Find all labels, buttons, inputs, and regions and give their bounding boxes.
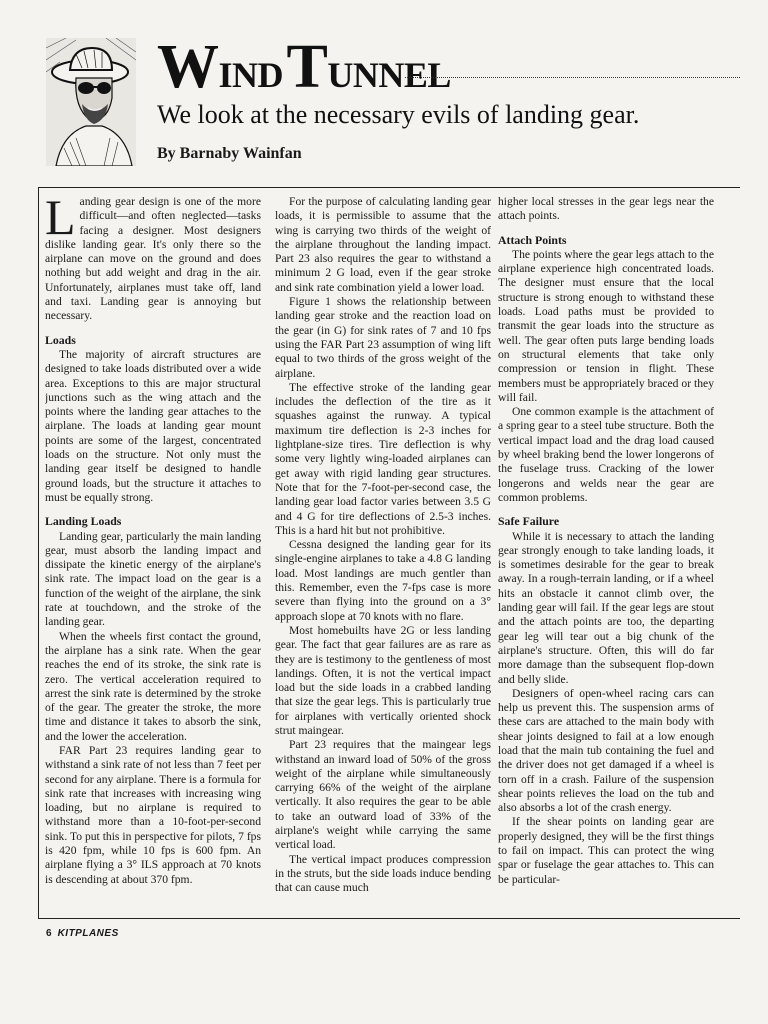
paragraph: The points where the gear legs attach to the airplane experience high concentrated loads. The designer must ensure that the local structure is strong enough to withstand these loads. Load paths must be provided to transmit the gear loads into the structure as well. The gear often puts large bending loads on structural elements that take only compression or tension in flight. These members must be appropriately braced or they will fail.: [498, 247, 714, 404]
subtitle: We look at the necessary evils of landing gear.: [157, 100, 640, 129]
page-footer: [46, 928, 119, 939]
column-1: [45, 195, 261, 913]
title-initial-t: T: [286, 33, 328, 101]
paragraph: While it is necessary to attach the landing gear strongly enough to take landing loads, it is sometimes desirable for the gear to break away. In a rough-terrain landing, or if a wheel hits an obstacle it cannot climb over, the landing gear will fail. If the gear legs are stout and the attach points are too, the departing gear leg will tear out a big chunk of the airplane's structure. Often, this will do far more damage than the subsequent flop-down and belly slide.: [498, 529, 714, 686]
intro-paragraph: [45, 195, 261, 324]
drop-cap: L: [45, 195, 76, 245]
paragraph: Landing gear, particularly the main landing gear, must absorb the landing impact and dissipate the kinetic energy of the airplane's sink rate. The impact load on the gear is a function of the weight of the airplane, the sink rate at touchdown, and the stroke of the landing gear.: [45, 529, 261, 629]
paragraph: higher local stresses in the gear legs near the attach points.: [498, 195, 714, 223]
intro-text: anding gear design is one of the more difficult—and often neglected—tasks facing a designer. Most designers dislike landing gear. It's only there so the airplane can move on the ground and does nothing but add weight and drag in the air. Unfortunately, airplanes must take off, land and taxi. Landing gear is annoying but necessary.: [45, 195, 261, 323]
column-3: [498, 195, 714, 913]
paragraph: One common example is the attachment of a spring gear to a steel tube structure. Both the vertical impact load and the drag load caused by wheel braking bend the lower longerons of the fuselage truss. Cracking of the lower longerons and welds near the gear are common problems.: [498, 405, 714, 504]
page-title: [157, 33, 451, 101]
paragraph: Cessna designed the landing gear for its single-engine airplanes to take a 4.8 G landing load. Most landings are much gentler than this. Remember, even the 7-fps case is more severe than flying into the ground on a 3° approach slope at 70 knots with no flare.: [275, 538, 491, 623]
paragraph: When the wheels first contact the ground, the airplane has a sink rate. When the gear reaches the end of its stroke, the sink rate is zero. The vertical acceleration required to arrest the sink rate is determined by the stroke of the gear. The greater the stroke, the more time and distance it takes to absorb the sink, and the lower the acceleration.: [45, 629, 261, 743]
paragraph: For the purpose of calculating landing gear loads, it is permissible to assume that the wing is carrying two thirds of the weight of the airplane throughout the landing impact. Part 23 also requires the gear to withstand a minimum 2 G load, even if the gear stroke and sink rate combination yield a lower load.: [275, 195, 491, 294]
paragraph: Most homebuilts have 2G or less landing gear. The fact that gear failures are as rare as they are is testimony to the gentleness of most landings. Often, it is not the vertical impact load but the side loads in a crabbed landing that size the gear legs. This is particularly true for airplanes with vertically oriented shock strut maingear.: [275, 623, 491, 737]
title-rest-ind: IND: [218, 55, 284, 95]
paragraph: The effective stroke of the landing gear includes the deflection of the tire as it squashes against the runway. A typical maximum tire deflection is 2-3 inches for lightplane-size tires. Tire deflection is why some very lightly wing-loaded airplanes can get away with rigid landing gear structures. Note that for the 7-foot-per-second case, the landing gear load factor varies between 3.5 G and 4 G for tire deflections of 2.5-3 inches. This is a hard hit but not prohibitive.: [275, 380, 491, 537]
heading-safe-failure: Safe Failure: [498, 514, 560, 529]
title-dotted-rule: [405, 77, 740, 78]
author-portrait-icon: [46, 38, 136, 166]
heading-landing-loads: Landing Loads: [45, 514, 122, 529]
title-initial-w: W: [157, 33, 219, 101]
paragraph: If the shear points on landing gear are properly designed, they will be the first things to fail on impact. This can protect the wing spar or fuselage the gear attaches to. This can be particular-: [498, 815, 714, 886]
heading-loads: Loads: [45, 332, 76, 347]
top-rule: [38, 187, 740, 188]
heading-attach-points: Attach Points: [498, 232, 567, 247]
paragraph: The majority of aircraft structures are designed to take loads distributed over a wide area. Exceptions to this are major structural junctions such as the wing attach and the points where the landing gear attaches to the airplane. The loads at landing gear mount points are some of the largest, concentrated loads on the structure. Not only must the landing gear itself be designed to handle ground loads, but the structure it attaches to must be equally strong.: [45, 347, 261, 504]
paragraph: Part 23 requires that the maingear legs withstand an inward load of 50% of the gross weight of the airplane while simultaneously carrying 66% of the weight of the airplane vertically. It also requires the gear to be able to take an outward load of 33% of the airplane's weight while carrying the same vertical load.: [275, 738, 491, 852]
column-2: [275, 195, 491, 913]
page-number: 6: [46, 928, 52, 939]
paragraph: Figure 1 shows the relationship between landing gear stroke and the reaction load on the gear (in G) for sink rates of 7 and 10 fps using the FAR Part 23 assumption of wing lift equal to two thirds of the gross weight of the airplane.: [275, 295, 491, 380]
paragraph: FAR Part 23 requires landing gear to withstand a sink rate of not less than 7 feet per second for any airplane. There is a formula for sink rate that increases with increasing wing loading, but no airplane is required to withstand more than a 10-foot-per-second sink. To put this in perspective for pilots, 7 fps is 420 fpm, while 10 fps is 600 fpm. An airplane flying a 3° ILS approach at 70 knots is descending at about 370 fpm.: [45, 743, 261, 886]
left-rule: [38, 187, 39, 918]
bottom-rule: [38, 918, 740, 919]
byline: By Barnaby Wainfan: [157, 145, 302, 162]
magazine-name: KITPLANES: [57, 928, 119, 939]
paragraph: Designers of open-wheel racing cars can help us prevent this. The suspension arms of these cars are attached to the main body with shear joints designed to fail at a low enough load that the main tub containing the fuel and the driver does not get damaged if a wheel is torn off in a crash. Failure of the suspension shear points relieves the load on the tub and also absorbs a lot of the crash energy.: [498, 686, 714, 815]
paragraph: The vertical impact produces compression in the struts, but the side loads induce bending that can cause much: [275, 852, 491, 895]
title-rest-unnel: UNNEL: [327, 55, 451, 95]
